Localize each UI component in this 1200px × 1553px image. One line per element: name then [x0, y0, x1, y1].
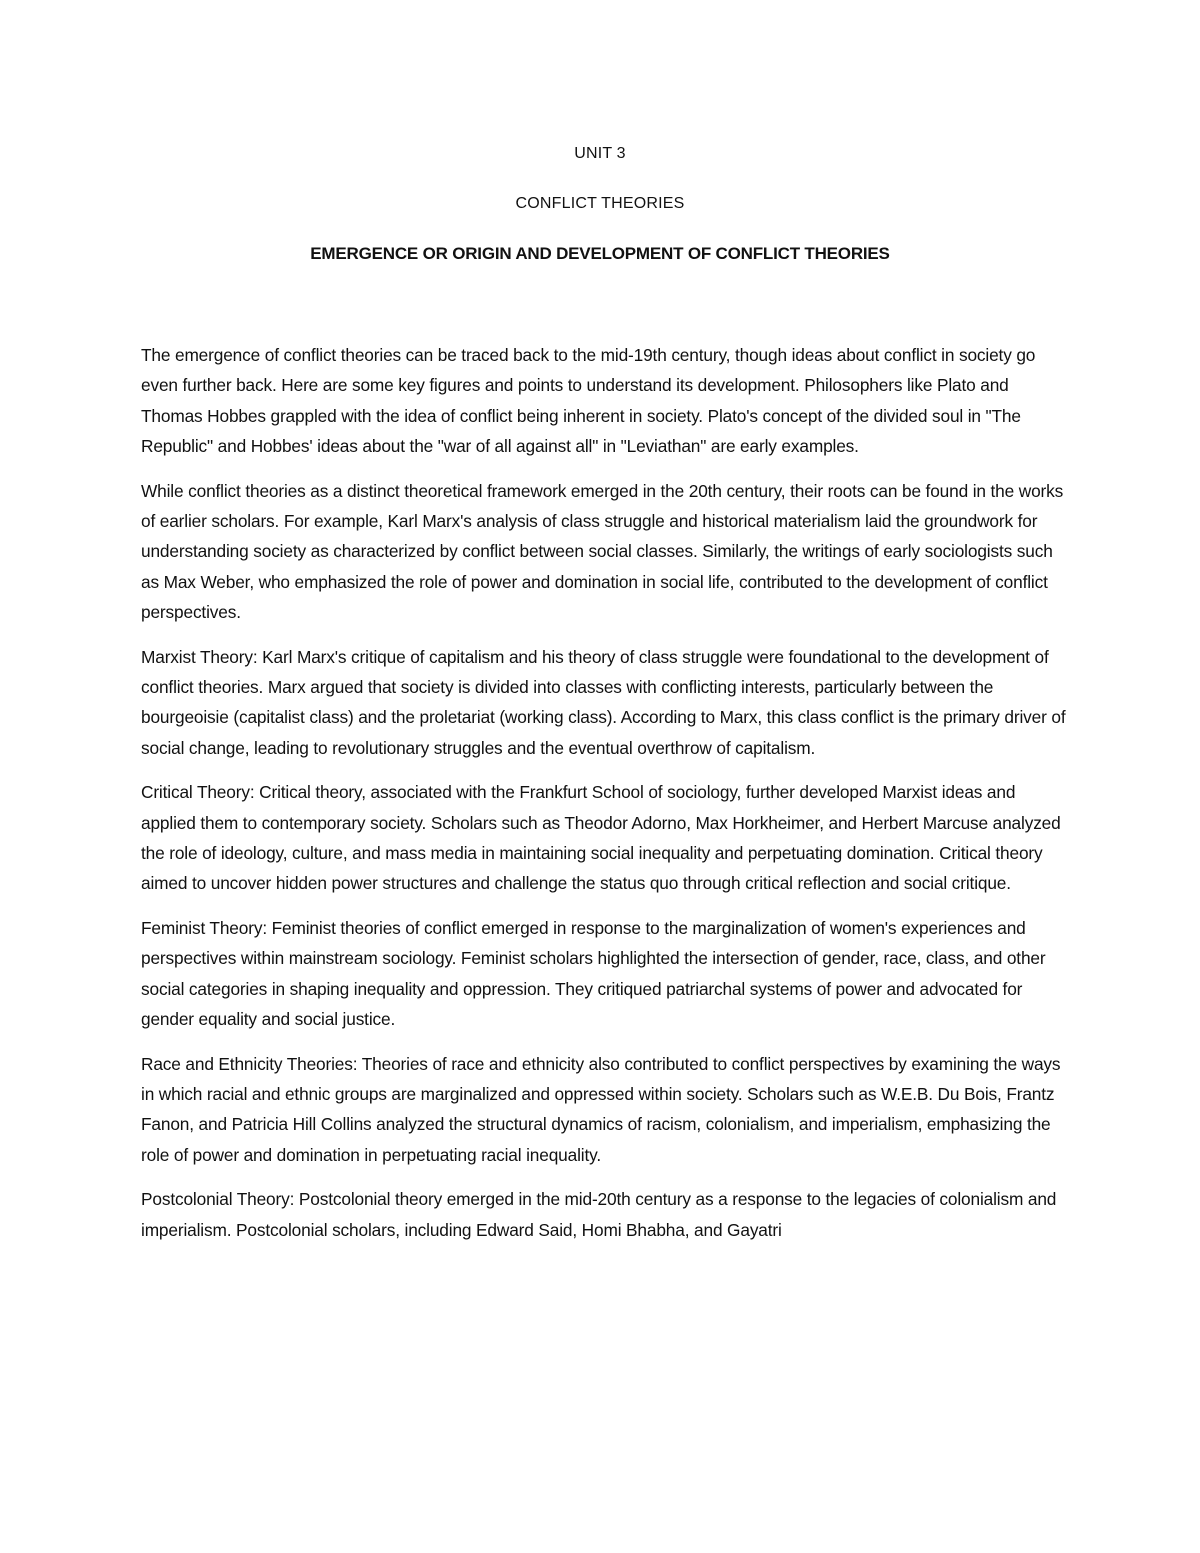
paragraph-intro: The emergence of conflict theories can be traced back to the mid-19th century, though ideas about conflict in society go even further back. Here are some key figures and points to understand its development. Philosophers like Plato and Thomas Hobbes grappled with the idea of conflict being inherent in society. Plato's concept of the divided soul in "The Republic" and Hobbes' ideas about the "war of all against all" in "Leviathan" are early examples.	[141, 345, 1036, 456]
unit-label: UNIT 3	[574, 145, 626, 162]
paragraph-marxist-theory: Marxist Theory: Karl Marx's critique of capitalism and his theory of class struggle were foundational to the development of conflict theories. Marx argued that society is divided into classes with conflicting interests, particularly between the bourgeoisie (capitalist class) and the proletariat (working class). According to Marx, this class conflict is the primary driver of social change, leading to revolutionary struggles and the eventual overthrow of capitalism.	[141, 646, 1066, 758]
paragraph-critical-theory: Critical Theory: Critical theory, associated with the Frankfurt School of sociology, further developed Marxist ideas and applied them to contemporary society. Scholars such as Theodor Adorno, Max Horkheimer, and Herbert Marcuse analyzed the role of ideology, culture, and mass media in maintaining social inequality and perpetuating domination. Critical theory aimed to uncover hidden power structures and challenge the status quo through critical reflection and social critique.	[141, 782, 1061, 894]
paragraph-roots: While conflict theories as a distinct theoretical framework emerged in the 20th century, their roots can be found in the works of earlier scholars. For example, Karl Marx's analysis of class struggle and historical materialism laid the groundwork for understanding society as characterized by conflict between social classes. Similarly, the writings of early sociologists such as Max Weber, who emphasized the role of power and domination in social life, contributed to the development of conflict perspectives.	[141, 480, 1064, 622]
paragraph-feminist-theory: Feminist Theory: Feminist theories of conflict emerged in response to the marginalization of women's experiences and perspectives within mainstream sociology. Feminist scholars highlighted the intersection of gender, race, class, and other social categories in shaping inequality and oppression. They critiqued patriarchal systems of power and advocated for gender equality and social justice.	[141, 918, 1046, 1029]
paragraph-postcolonial-theory: Postcolonial Theory: Postcolonial theory emerged in the mid-20th century as a response to the legacies of colonialism and imperialism. Postcolonial scholars, including Edward Said, Homi Bhabha, and Gayatri	[141, 1189, 1057, 1240]
document-heading: EMERGENCE OR ORIGIN AND DEVELOPMENT OF CONFLICT THEORIES	[310, 244, 890, 263]
document-body	[141, 340, 1066, 1260]
section-label: CONFLICT THEORIES	[515, 195, 685, 212]
paragraph-race-ethnicity-theories: Race and Ethnicity Theories: Theories of race and ethnicity also contributed to conflict perspectives by examining the ways in which racial and ethnic groups are marginalized and oppressed within society. Scholars such as W.E.B. Du Bois, Frantz Fanon, and Patricia Hill Collins analyzed the structural dynamics of racism, colonialism, and imperialism, emphasizing the role of power and domination in perpetuating racial inequality.	[141, 1053, 1061, 1165]
